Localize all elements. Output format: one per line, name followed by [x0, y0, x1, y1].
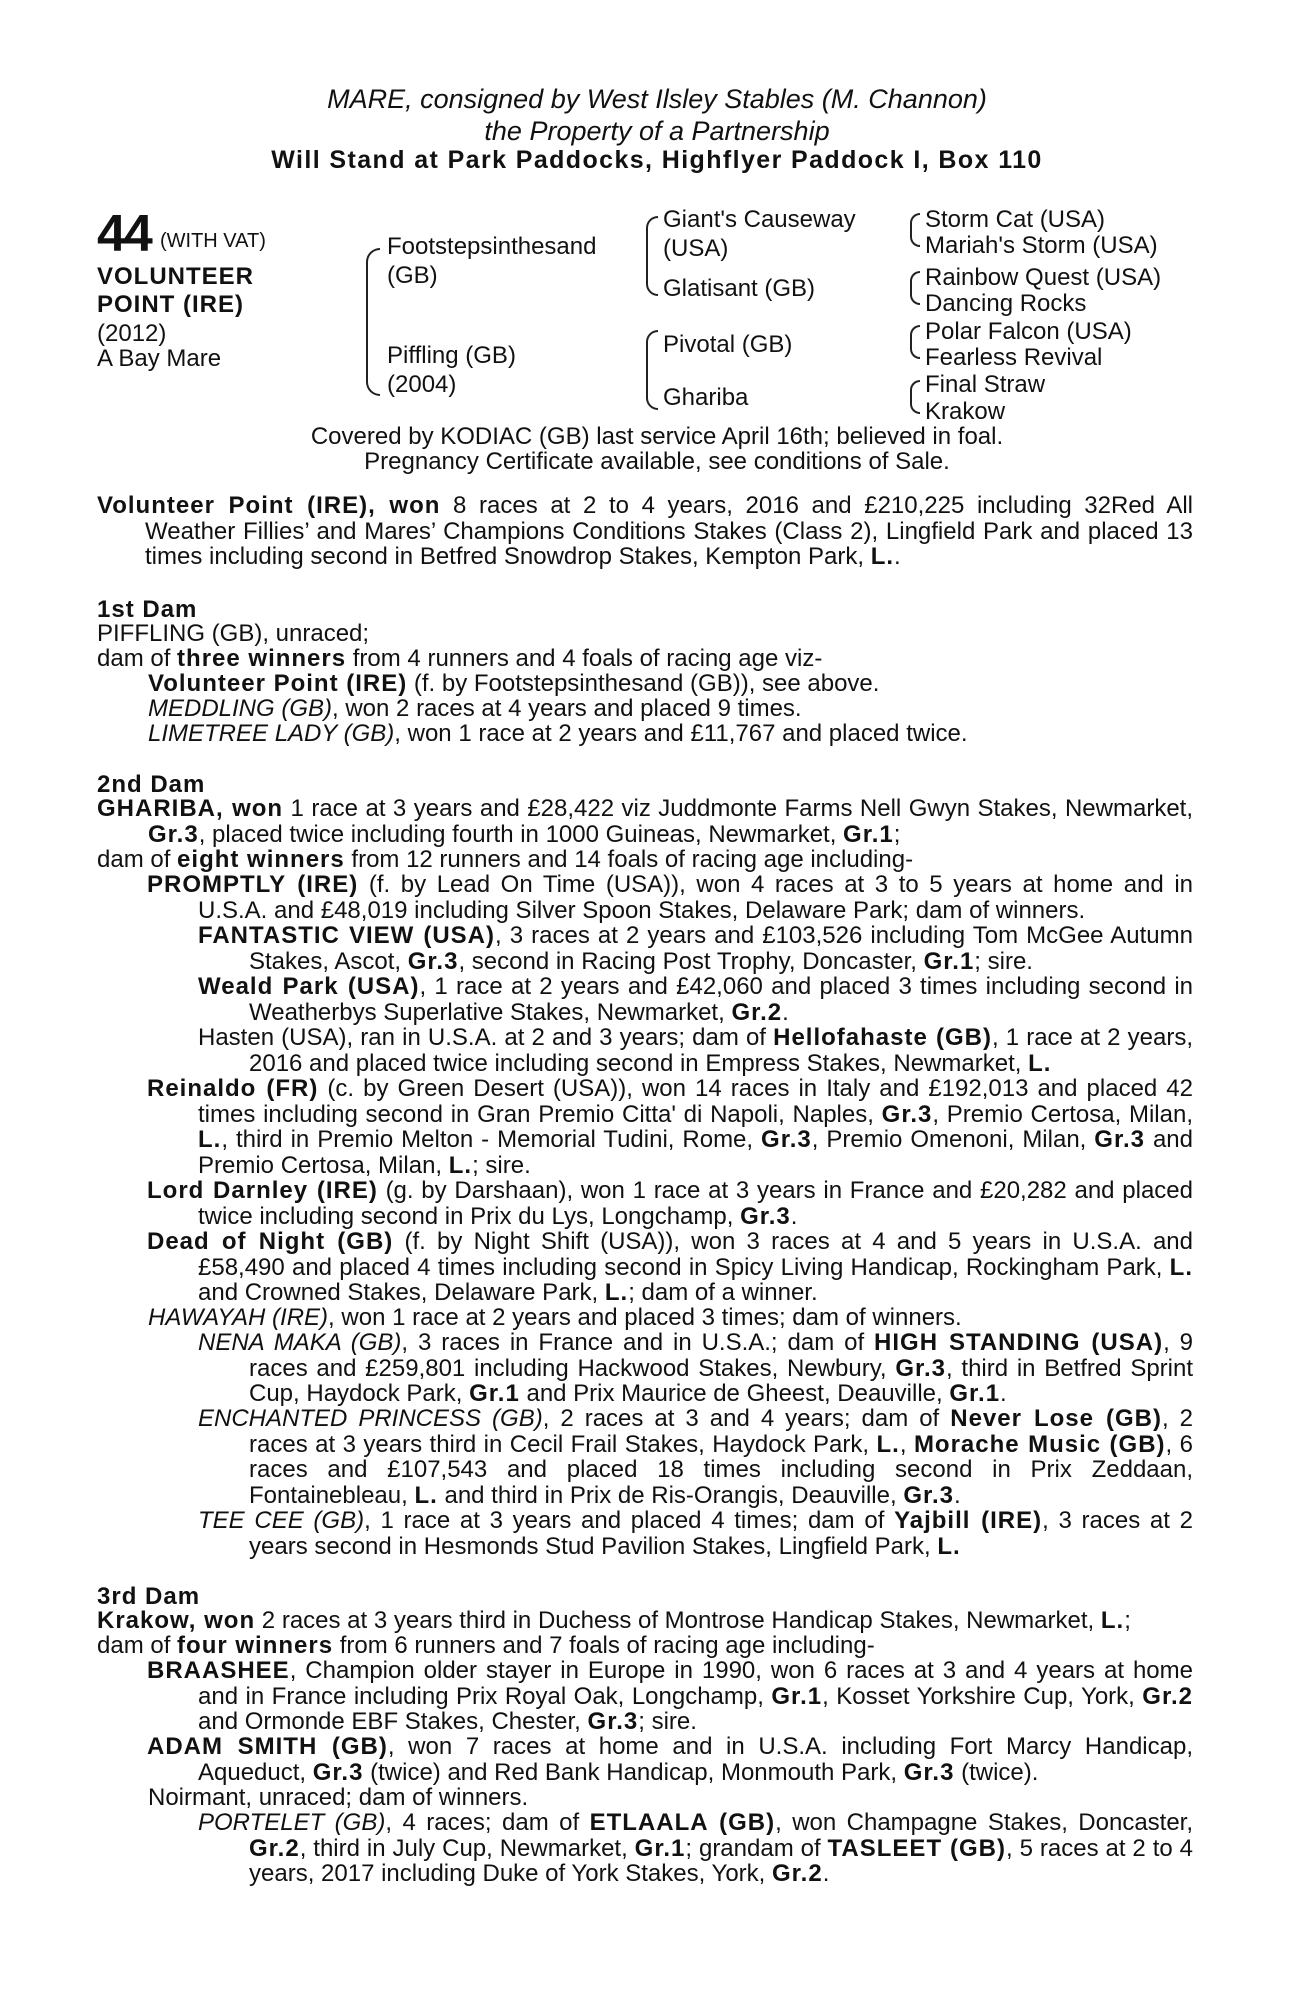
- grade: Gr.2: [1142, 1682, 1193, 1710]
- grade: Gr.1: [469, 1380, 520, 1407]
- grade: Gr.1: [634, 1834, 686, 1862]
- second-dam-produce-2: [97, 1076, 1193, 1178]
- stand-location: Will Stand at Park Paddocks, Highflyer Paddock I, Box 110: [271, 146, 1043, 174]
- pregnancy-line: Pregnancy Certificate available, see conditions of Sale.: [364, 448, 950, 475]
- second-dam-dam-of: [97, 847, 913, 873]
- sire-dam: Glatisant (GB): [663, 275, 816, 302]
- entry-name: FANTASTIC VIEW (USA): [198, 922, 495, 949]
- grade: L.: [414, 1481, 438, 1509]
- first-dam-title: 1st Dam: [97, 596, 198, 623]
- first-dam-produce-1: [148, 671, 879, 697]
- second-dam-produce-1: [97, 872, 1193, 923]
- entry-name: TEE CEE (GB): [198, 1507, 365, 1534]
- grade: L.: [1028, 1049, 1052, 1077]
- grade: L.: [448, 1151, 473, 1179]
- pedigree-brace-ds: [646, 330, 658, 370]
- g3-7: Final Straw: [925, 371, 1046, 398]
- pedigree-brace-sire: [366, 248, 380, 324]
- lot-number: 44: [97, 205, 151, 263]
- dam-of-prefix: dam of: [97, 645, 178, 672]
- dam-line2: (2004): [387, 371, 457, 398]
- grade: L.: [937, 1532, 961, 1560]
- entry-name: ENCHANTED PRINCESS (GB): [198, 1405, 543, 1432]
- g3-4: Dancing Rocks: [925, 290, 1087, 317]
- entry-text: ;: [893, 820, 901, 848]
- consignor-line: MARE, consigned by West Ilsley Stables (M. Channon): [327, 84, 987, 114]
- dam-of-suffix: from 6 runners and 7 foals of racing age including-: [333, 1632, 875, 1659]
- entry-text: , placed twice including fourth in 1000 Guineas, Newmarket,: [198, 820, 844, 848]
- sire-line2: (GB): [387, 262, 438, 289]
- g3-3: Rainbow Quest (USA): [925, 264, 1162, 291]
- second-dam-grandchild-3: [148, 1025, 1193, 1076]
- second-dam-produce-4: [97, 1229, 1193, 1306]
- horse-name: [97, 263, 254, 319]
- pedigree-brace-ss: [646, 216, 658, 256]
- grade: Gr.1: [923, 947, 975, 975]
- dam-of-count: four winners: [177, 1632, 334, 1659]
- sire-sire-line2: (USA): [663, 235, 729, 262]
- sire-sire-line1: Giant's Causeway: [663, 206, 856, 233]
- produce-text: , won 1 race at 2 years and £11,767 and placed twice.: [394, 720, 968, 747]
- entry-text: ; sire.: [974, 947, 1033, 975]
- entry-name: Dead of Night (GB): [147, 1228, 394, 1255]
- first-dam-produce-3: [148, 721, 968, 747]
- third-dam-produce-3: Noirmant, unraced; dam of winners.: [148, 1784, 529, 1811]
- produce-text: (f. by Footstepsinthesand (GB)), see above.: [407, 670, 880, 697]
- entry-text: , 1 race at 3 years and placed 4 times; dam of: [364, 1507, 895, 1534]
- entry-name: HAWAYAH (IRE): [148, 1304, 329, 1331]
- entry-name: PROMPTLY (IRE): [147, 871, 359, 898]
- entry-text: 2 races at 3 years third in Duchess of Montrose Handicap Stakes, Newmarket,: [255, 1607, 1101, 1634]
- second-dam-line: [97, 796, 1193, 847]
- dam: [387, 341, 516, 399]
- entry-text: 1 race at 3 years and £28,422 viz Juddmonte Farms Nell Gwyn Stakes, Newmarket,: [283, 795, 1194, 822]
- entry-text: , won 1 race at 2 years and placed 3 times; dam of winners.: [328, 1304, 962, 1331]
- pedigree-brace-dd: [646, 368, 658, 410]
- sire-line1: Footstepsinthesand: [387, 233, 597, 260]
- second-dam-produce-5: [148, 1305, 962, 1331]
- grade: Gr.1: [771, 1682, 823, 1710]
- horse-description: A Bay Mare: [97, 345, 222, 372]
- entry-name: Reinaldo (FR): [147, 1075, 319, 1102]
- second-dam-grandchild-6: [148, 1508, 1193, 1559]
- grade: Gr.3: [903, 1481, 955, 1509]
- dam-of-count: eight winners: [177, 846, 345, 873]
- entry-text: and third in Prix de Ris-Orangis, Deauville,: [437, 1481, 904, 1509]
- dam-line1: Piffling (GB): [387, 342, 516, 369]
- sire-sire: [663, 205, 856, 263]
- produce-name: Volunteer Point (IRE): [148, 670, 408, 697]
- entry-text: , 6 races and £107,543 and placed 18 times including second in Prix Zeddaan, Fontainebleau,: [249, 1430, 1193, 1509]
- grade: L.: [876, 1430, 900, 1458]
- entry-text: (twice) and Red Bank Handicap, Monmouth Park,: [363, 1758, 904, 1786]
- horse-name-line1: VOLUNTEER: [97, 263, 255, 290]
- g3-2: Mariah's Storm (USA): [925, 232, 1158, 259]
- g3-8: Krakow: [925, 398, 1006, 425]
- grade: Gr.3: [740, 1202, 791, 1230]
- dam-sire: Pivotal (GB): [663, 331, 793, 358]
- pedigree-brace-g12b: [910, 229, 920, 247]
- third-dam-dam-of: [97, 1633, 875, 1659]
- entry-name: Hellofahaste (GB): [773, 1024, 992, 1051]
- entry-text: (twice).: [954, 1758, 1039, 1786]
- entry-text: , 3 races at 2 years and £103,526 including Tom McGee Autumn Stakes, Ascot,: [249, 922, 1193, 975]
- entry-text: and Prix Maurice de Gheest, Deauville,: [519, 1380, 950, 1407]
- grade: Gr.3: [895, 1354, 947, 1382]
- entry-text: , second in Racing Post Trophy, Doncaster,: [458, 947, 924, 975]
- second-dam-grandchild-4: [148, 1330, 1193, 1407]
- entry-text: ; sire.: [638, 1708, 697, 1735]
- entry-text: , Champion older stayer in Europe in 1990, won 6 races at 3 and 4 years at home and in France including Prix Royal Oak, Longchamp,: [198, 1657, 1193, 1710]
- second-dam-title: 2nd Dam: [97, 771, 206, 798]
- property-line: the Property of a Partnership: [484, 116, 830, 146]
- entry-name: GHARIBA, won: [97, 795, 284, 822]
- entry-text: , won Champagne Stakes, Doncaster,: [775, 1809, 1194, 1836]
- produce-name: MEDDLING (GB): [148, 695, 333, 722]
- entry-text: .: [954, 1481, 961, 1509]
- grade: L.: [198, 1126, 222, 1153]
- grade: Gr.3: [1094, 1126, 1145, 1153]
- entry-text: , Kosset Yorkshire Cup, York,: [822, 1682, 1143, 1710]
- second-dam-grandchild-5: [148, 1406, 1193, 1508]
- dam-dam: Ghariba: [663, 384, 749, 411]
- first-dam-dam-of: [97, 646, 822, 672]
- entry-text: .: [822, 1860, 830, 1887]
- covered-line: Covered by KODIAC (GB) last service April 16th; believed in foal.: [310, 423, 1004, 450]
- second-dam-produce-3: [97, 1178, 1193, 1229]
- entry-text: .: [782, 998, 789, 1026]
- grade: Gr.3: [407, 947, 459, 975]
- entry-text: (g. by Darshaan), won 1 race at 3 years in France and £20,282 and placed twice including second in Prix du Lys, Longchamp,: [198, 1177, 1193, 1230]
- entry-text: (f. by Night Shift (USA)), won 3 races at 4 and 5 years in U.S.A. and £58,490 and placed 4 times including second in Spicy Living Handicap, Rockingham Park,: [198, 1228, 1194, 1281]
- entry-text: , won 7 races at home and in U.S.A. including Fort Marcy Handicap, Aqueduct,: [198, 1733, 1193, 1786]
- entry-text: , 4 races; dam of: [385, 1809, 590, 1836]
- third-dam-title: 3rd Dam: [97, 1583, 201, 1610]
- pedigree-brace-g78b: [910, 396, 920, 414]
- horse-summary: [97, 493, 1193, 570]
- entry-text: , 3 races in France and in U.S.A.; dam of: [401, 1329, 875, 1356]
- horse-summary-end: .: [894, 543, 901, 570]
- entry-text: , 3 races at 2 years second in Hesmonds Stud Pavilion Stakes, Lingfield Park,: [249, 1507, 1193, 1560]
- entry-name: ADAM SMITH (GB): [147, 1733, 388, 1760]
- grade: Gr.2: [249, 1834, 300, 1862]
- grade: Gr.1: [949, 1380, 1001, 1407]
- entry-name: NENA MAKA (GB): [198, 1329, 402, 1356]
- horse-summary-name: Volunteer Point (IRE), won: [97, 492, 441, 519]
- entry-name: Krakow, won: [97, 1607, 256, 1634]
- entry-text: and Ormonde EBF Stakes, Chester,: [198, 1708, 588, 1735]
- produce-name: LIMETREE LADY (GB): [148, 720, 395, 747]
- produce-text: , won 2 races at 4 years and placed 9 times.: [332, 695, 802, 722]
- grade: Gr.3: [312, 1758, 364, 1786]
- grade: L.: [604, 1279, 629, 1306]
- dam-of-prefix: dam of: [97, 1632, 178, 1659]
- grade: Gr.2: [731, 998, 783, 1026]
- entry-text: .: [790, 1202, 798, 1230]
- grade: Gr.3: [761, 1126, 812, 1153]
- entry-text: ;: [1124, 1607, 1131, 1634]
- entry-text: ; dam of a winner.: [628, 1279, 818, 1306]
- grade: L.: [1169, 1253, 1193, 1281]
- entry-text: , third in Premio Melton - Memorial Tudini, Rome,: [221, 1126, 762, 1153]
- g3-1: Storm Cat (USA): [925, 206, 1106, 233]
- second-dam-grandchild-2: [148, 974, 1193, 1025]
- entry-text: ; sire.: [472, 1151, 531, 1179]
- dam-of-suffix: from 4 runners and 4 foals of racing age viz-: [346, 645, 823, 672]
- grade: Gr.2: [772, 1860, 823, 1887]
- entry-text: ,: [899, 1430, 914, 1458]
- entry-name: Never Lose (GB): [950, 1405, 1162, 1432]
- entry-name: ETLAALA (GB): [589, 1809, 776, 1836]
- entry-text: , third in July Cup, Newmarket,: [299, 1834, 635, 1862]
- first-dam-produce-2: [148, 696, 802, 722]
- grade: L.: [1100, 1607, 1125, 1634]
- entry-text: and Premio Certosa, Milan,: [198, 1126, 1193, 1179]
- horse-name-line2: POINT (IRE): [97, 291, 244, 318]
- entry-text: , Premio Omenoni, Milan,: [811, 1126, 1095, 1153]
- grade: Gr.3: [903, 1758, 955, 1786]
- entry-name: Lord Darnley (IRE): [147, 1177, 378, 1204]
- g3-5: Polar Falcon (USA): [925, 318, 1132, 345]
- entry-text: , Premio Certosa, Milan,: [932, 1100, 1194, 1128]
- entry-name: Morache Music (GB): [913, 1430, 1166, 1458]
- entry-text: (f. by Lead On Time (USA)), won 4 races at 3 to 5 years at home and in U.S.A. and £48,019 including Silver Spoon Stakes, Delaware Park; dam of winners.: [198, 871, 1194, 924]
- grade: Gr.3: [148, 820, 199, 848]
- entry-text: , 2 races at 3 and 4 years; dam of: [542, 1405, 951, 1432]
- foaling-year: (2012): [97, 320, 167, 347]
- third-dam-produce-1: [97, 1658, 1193, 1735]
- dam-of-prefix: dam of: [97, 846, 178, 873]
- pedigree-brace-g34b: [910, 287, 920, 305]
- entry-text: , 5 races at 2 to 4 years, 2017 including Duke of York Stakes, York,: [249, 1834, 1193, 1887]
- vat-note: (WITH VAT): [160, 230, 266, 252]
- third-dam-produce-2: [97, 1734, 1193, 1785]
- pedigree-brace-g56b: [910, 341, 920, 359]
- pedigree-brace-sd: [646, 254, 658, 296]
- grade: Gr.1: [843, 820, 894, 848]
- entry-text: ; grandam of: [685, 1834, 828, 1862]
- grade: Gr.3: [587, 1708, 639, 1735]
- entry-name: Yajbill (IRE): [894, 1507, 1043, 1534]
- entry-text: Hasten (USA), ran in U.S.A. at 2 and 3 years; dam of: [198, 1024, 774, 1051]
- entry-text: , 1 race at 2 years and £42,060 and placed 3 times including second in Weatherbys Superlative Stakes, Newmarket,: [249, 973, 1193, 1026]
- sire: [387, 232, 596, 290]
- grade: Gr.3: [881, 1100, 933, 1128]
- second-dam-grandchild-1: [148, 923, 1193, 974]
- entry-name: HIGH STANDING (USA): [874, 1329, 1164, 1356]
- entry-text: .: [1000, 1380, 1007, 1407]
- entry-text: and Crowned Stakes, Delaware Park,: [198, 1279, 605, 1306]
- third-dam-line: [97, 1608, 1131, 1634]
- pedigree-brace-dam: [366, 322, 380, 396]
- dam-of-count: three winners: [177, 645, 347, 672]
- entry-text: (c. by Green Desert (USA)), won 14 races in Italy and £192,013 and placed 42 times including second in Gran Premio Citta' di Napoli, Naples,: [198, 1075, 1193, 1128]
- third-dam-grandchild-1: [148, 1810, 1193, 1887]
- entry-text: , third in Betfred Sprint Cup, Haydock Park,: [249, 1354, 1194, 1407]
- entry-name: Weald Park (USA): [198, 973, 420, 1000]
- entry-text: , 9 races and £259,801 including Hackwood Stakes, Newbury,: [249, 1329, 1194, 1382]
- entry-name: PORTELET (GB): [198, 1809, 386, 1836]
- g3-6: Fearless Revival: [925, 344, 1103, 371]
- first-dam-line: PIFFLING (GB), unraced;: [97, 620, 370, 647]
- dam-of-suffix: from 12 runners and 14 foals of racing age including-: [344, 846, 914, 873]
- horse-summary-grade: L.: [870, 543, 895, 570]
- entry-text: , 2 races at 3 years third in Cecil Frail Stakes, Haydock Park,: [249, 1405, 1193, 1458]
- entry-name: TASLEET (GB): [827, 1834, 1007, 1862]
- entry-text: , 1 race at 2 years, 2016 and placed twice including second in Empress Stakes, Newmarket,: [249, 1024, 1193, 1077]
- entry-name: BRAASHEE: [147, 1657, 290, 1684]
- horse-summary-text: 8 races at 2 to 4 years, 2016 and £210,225 including 32Red All Weather Fillies’ and Mares’ Champions Conditions Stakes (Class 2), Lingfield Park and placed 13 times including second in Betfred Snowdrop Stakes, Kempton Park,: [145, 492, 1194, 570]
